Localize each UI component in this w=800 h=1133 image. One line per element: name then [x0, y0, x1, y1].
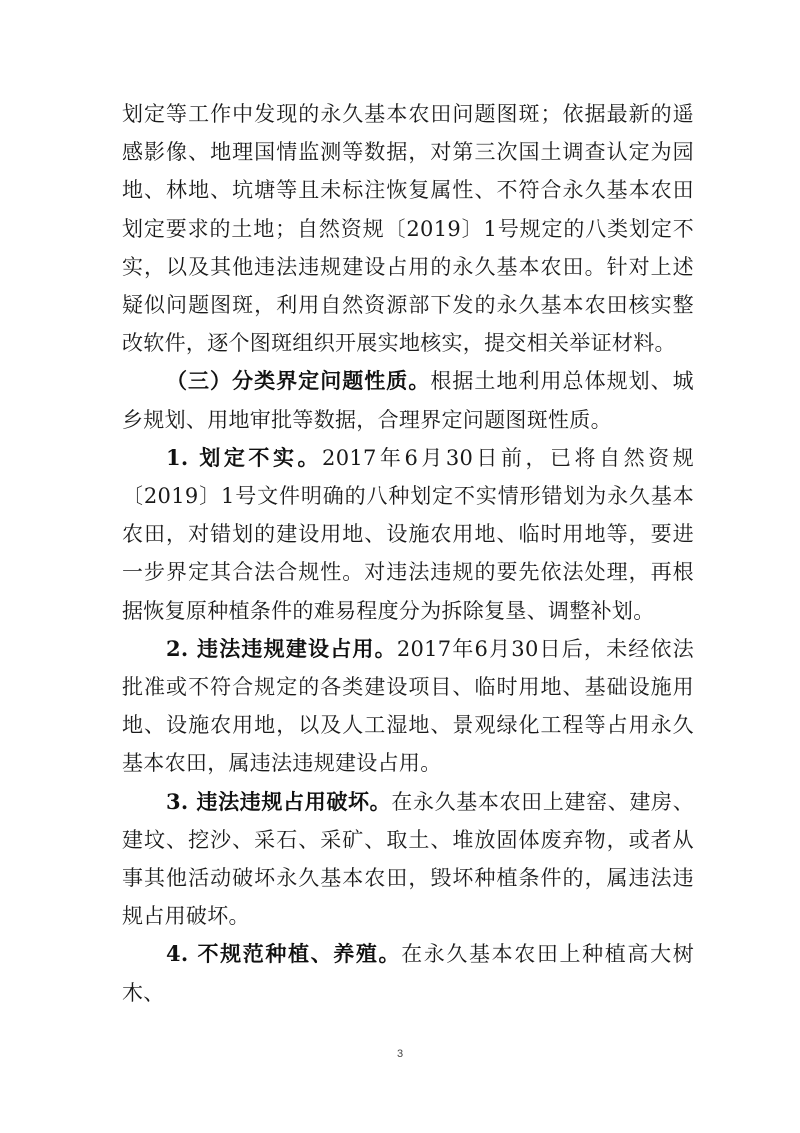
item-1-inaccurate-designation — [122, 439, 694, 630]
section-three-classify — [122, 362, 694, 438]
page-number: 3 — [396, 1048, 404, 1060]
section-heading: （三）分类界定问题性质。 — [166, 368, 431, 394]
item-heading: 1. 划定不实。 — [166, 444, 323, 470]
item-4-irregular-planting — [122, 935, 694, 1011]
item-2-illegal-construction — [122, 630, 694, 783]
paragraph-text: 2017年6月30日前，已将自然资规〔2019〕1号文件明确的八种划定不实情形错划为永久基本农田，对错划的建设用地、设施农用地、临时用地等，要进一步界定其合法合规性。对违法违规的要先依法处理，再根据恢复原种植条件的难易程度分为拆除复垦、调整补划。 — [122, 445, 694, 623]
paragraph-text: 2017年6月30日后，未经依法批准或不符合规定的各类建设项目、临时用地、基础设施用地、设施农用地，以及人工湿地、景观绿化工程等占用永久基本农田，属违法违规建设占用。 — [122, 636, 694, 776]
paragraph-text: 根据土地利用总体规划、城乡规划、用地审批等数据，合理界定问题图斑性质。 — [122, 369, 694, 432]
document-body — [122, 95, 694, 1012]
item-3-illegal-damage — [122, 783, 694, 936]
paragraph-continuation — [122, 95, 694, 362]
paragraph-text: 在永久基本农田上建窑、建房、建坟、挖沙、采石、采矿、取土、堆放固体废弃物，或者从事其他活动破坏永久基本农田，毁坏种植条件的，属违法违规占用破坏。 — [122, 789, 694, 929]
paragraph-text: 在永久基本农田上种植高大树木、 — [122, 942, 694, 1005]
item-heading: 3. 违法违规占用破坏。 — [166, 788, 392, 814]
item-heading: 2. 违法违规建设占用。 — [166, 635, 397, 661]
paragraph-text: 划定等工作中发现的永久基本农田问题图斑；依据最新的遥感影像、地理国情监测等数据，对第三次国土调查认定为园地、林地、坑塘等且未标注恢复属性、不符合永久基本农田划定要求的土地；自然资规〔2019〕1号规定的八类划定不实，以及其他违法违规建设占用的永久基本农田。针对上述疑似问题图斑，利用自然资源部下发的永久基本农田核实整改软件，逐个图斑组织开展实地核实，提交相关举证材料。 — [122, 102, 694, 356]
item-heading: 4. 不规范种植、养殖。 — [166, 941, 402, 967]
